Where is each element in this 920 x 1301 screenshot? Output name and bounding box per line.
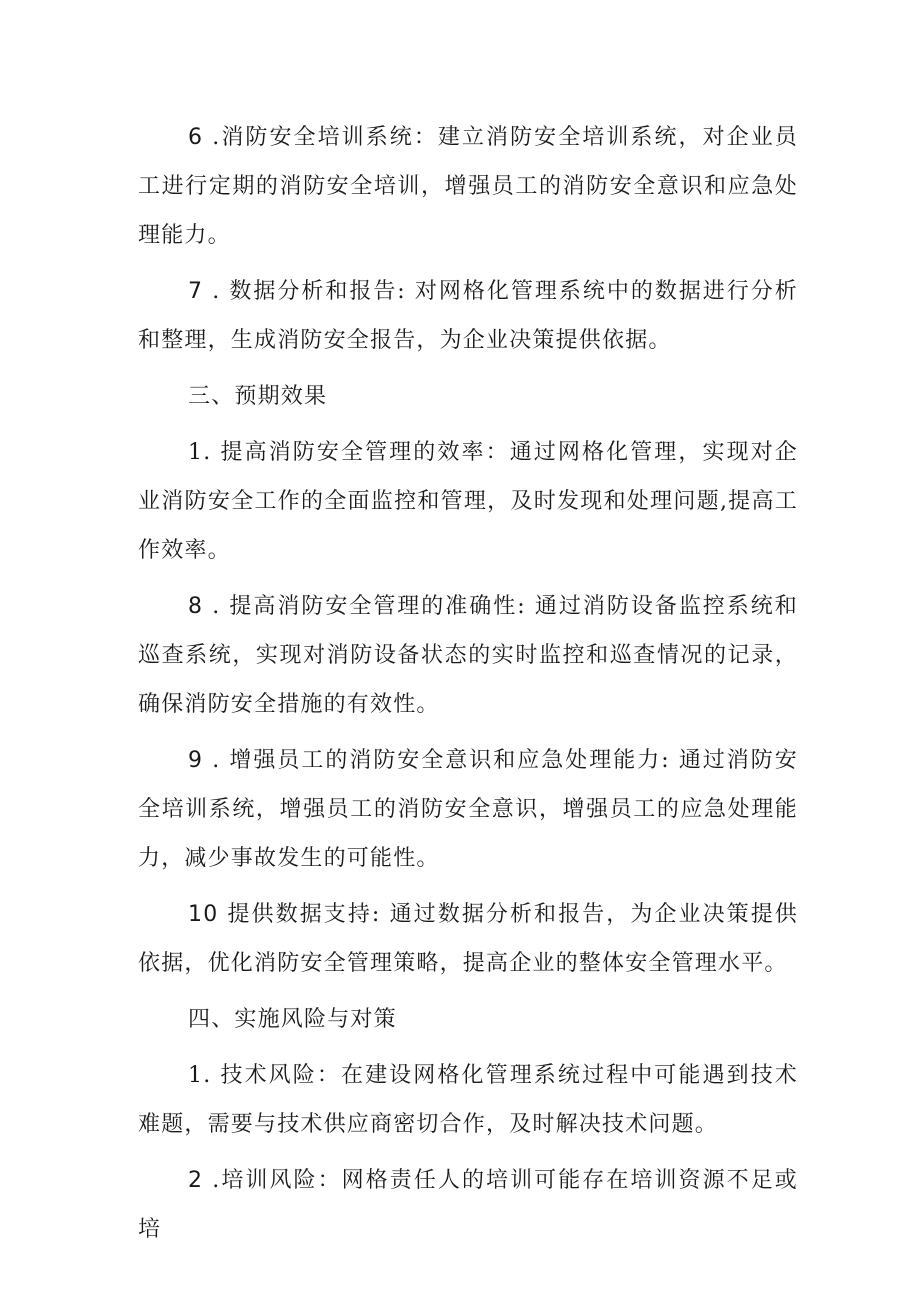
paragraph-7 (138, 267, 798, 365)
paragraph-risk-2 (138, 1156, 798, 1254)
heading-text: 三、预期效果 (188, 384, 328, 409)
paragraph-6 (138, 113, 798, 260)
paragraph-text: 提高消防安全管理的效率：通过网格化管理，实现对企业消防安全工作的全面监控和管理，及时发现和处理问题,提高工作效率。 (138, 440, 798, 563)
paragraph-number: 10 (188, 902, 219, 927)
paragraph-text: .消防安全培训系统：建立消防安全培训系统，对企业员工进行定期的消防安全培训，增强员工的消防安全意识和应急处理能力。 (138, 125, 798, 248)
paragraph-number: 6 (188, 125, 204, 150)
paragraph-number: 1. (188, 1063, 212, 1088)
paragraph-number: 2 (188, 1168, 204, 1193)
paragraph-effect-1 (138, 428, 798, 575)
section-heading-risks (138, 995, 798, 1044)
paragraph-number: 7 (188, 279, 204, 304)
paragraph-text: 技术风险：在建设网格化管理系统过程中可能遇到技术难题，需要与技术供应商密切合作，及时解决技术问题。 (138, 1063, 798, 1137)
paragraph-text: . 数据分析和报告: 对网格化管理系统中的数据进行分析和整理，生成消防安全报告，为企业决策提供依据。 (138, 279, 798, 353)
paragraph-text: . 提高消防安全管理的准确性: 通过消防设备监控系统和巡查系统，实现对消防设备状态的实时监控和巡查情况的记录，确保消防安全措施的有效性。 (138, 594, 798, 717)
paragraph-9 (138, 736, 798, 883)
paragraph-text: .培训风险：网格责任人的培训可能存在培训资源不足或培 (138, 1168, 798, 1242)
paragraph-number: 9 (188, 748, 204, 773)
paragraph-text: . 增强员工的消防安全意识和应急处理能力: 通过消防安全培训系统，增强员工的消防安全意识，增强员工的应急处理能力，减少事故发生的可能性。 (138, 748, 798, 871)
paragraph-number: 8 (188, 594, 204, 619)
document-body (138, 113, 798, 1261)
paragraph-text: 提供数据支持: 通过数据分析和报告，为企业决策提供依据，优化消防安全管理策略，提高企业的整体安全管理水平。 (138, 902, 798, 976)
paragraph-8 (138, 582, 798, 729)
heading-text: 四、实施风险与对策 (188, 1007, 397, 1032)
section-heading-expected-effects (138, 372, 798, 421)
paragraph-number: 1. (188, 440, 212, 465)
paragraph-risk-1 (138, 1051, 798, 1149)
paragraph-10 (138, 890, 798, 988)
